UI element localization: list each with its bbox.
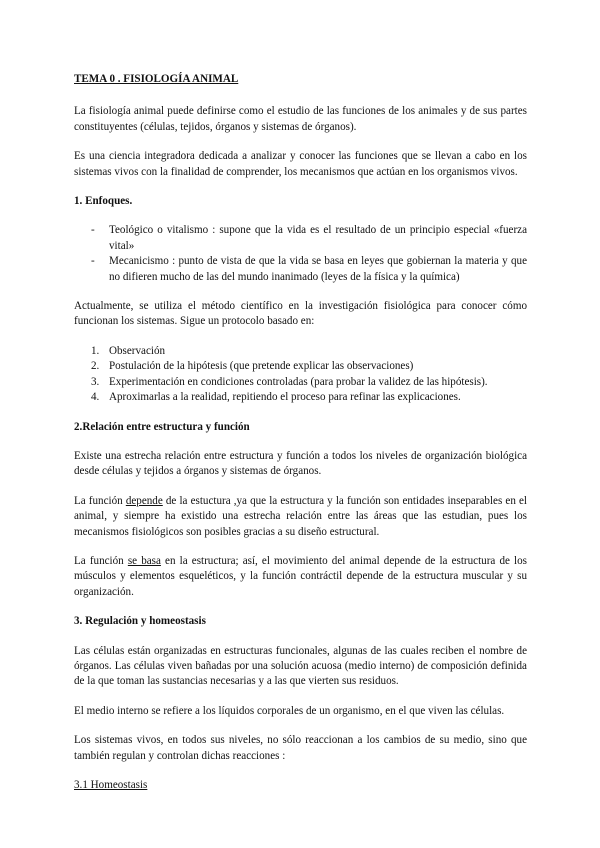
approaches-list xyxy=(74,223,527,285)
list-item xyxy=(74,344,527,359)
text-run: en la estructura; así, el movimiento del animal depende de la estructura de los músculos y elementos esqueléticos, y la función contráctil depende de la estructura muscular y su organización. xyxy=(74,554,527,598)
structure-paragraph-3 xyxy=(74,554,527,600)
step-text: Aproximarlas a la realidad, repitiendo el proceso para refinar las explicaciones. xyxy=(109,391,461,404)
text-run: La función xyxy=(74,554,128,567)
subsection-3-1-heading: 3.1 Homeostasis xyxy=(74,779,148,791)
section-1-heading: 1. Enfoques. xyxy=(74,195,133,208)
step-number: 3. xyxy=(91,375,100,388)
method-paragraph: Actualmente, se utiliza el método científico en la investigación fisiológica para conocer cómo funcionan los sistemas. Sigue un protocolo basado en: xyxy=(74,300,527,328)
section-3-heading: 3. Regulación y homeostasis xyxy=(74,615,206,628)
step-text: Postulación de la hipótesis (que pretende explicar las observaciones) xyxy=(109,360,414,373)
intro-paragraph-1: La fisiología animal puede definirse como el estudio de las funciones de los animales y de sus partes constituyentes (células, tejidos, órganos y sistemas de órganos). xyxy=(74,105,527,133)
structure-paragraph-1: Existe una estrecha relación entre estructura y función a todos los niveles de organización biológica desde células y tejidos a órganos y sistemas de órganos. xyxy=(74,449,527,478)
list-item xyxy=(74,390,527,405)
regulation-paragraph-2: El medio interno se refiere a los líquidos corporales de un organismo, en el que viven las células. xyxy=(74,704,505,717)
step-text: Experimentación en condiciones controladas (para probar la validez de las hipótesis). xyxy=(109,375,488,388)
structure-paragraph-2 xyxy=(74,494,527,540)
list-item xyxy=(74,359,527,374)
section-2-heading: 2.Relación entre estructura y función xyxy=(74,420,250,433)
step-text: Observación xyxy=(109,344,166,357)
step-number: 4. xyxy=(91,391,100,404)
step-number: 1. xyxy=(91,344,100,357)
list-item: - Mecanicismo : punto de vista de que la vida se basa en leyes que gobiernan la materia y que no difieren mucho de las del mundo inanimado (leyes de la física y la química) xyxy=(74,254,527,285)
text-run: de la estuctura ,ya que la estructura y la función son entidades inseparables en el animal, y siempre ha existido una estrecha relación entre las áreas que las estudian, pues los mecanismos fisiológicos son posibles gracias a su diseño estructural. xyxy=(74,494,527,538)
list-item xyxy=(74,375,527,390)
regulation-paragraph-3: Los sistemas vivos, en todos sus niveles, no sólo reaccionan a los cambios de su medio, sino que también regulan y controlan dichas reacciones : xyxy=(74,734,527,762)
text-run: La función xyxy=(74,494,126,507)
document-title: TEMA 0 . FISIOLOGÍA ANIMAL xyxy=(74,73,239,85)
underlined-term: se basa xyxy=(127,554,161,567)
step-number: 2. xyxy=(91,360,100,373)
method-steps-list xyxy=(74,344,527,406)
regulation-paragraph-1: Las células están organizadas en estructuras funcionales, algunas de las cuales reciben el nombre de órganos. Las células viven bañadas por una solución acuosa (medio interno) de composición definida de la que toman las sustancias necesarias y a las que vierten sus residuos. xyxy=(74,644,527,688)
underlined-term: depende xyxy=(125,494,163,507)
list-item: - Teológico o vitalismo : supone que la vida es el resultado de un principio especial «fuerza vital» xyxy=(74,223,527,254)
intro-paragraph-2: Es una ciencia integradora dedicada a analizar y conocer las funciones que se llevan a cabo en los sistemas vivos con la finalidad de comprender, los mecanismos que actúan en los organismos vivos. xyxy=(74,150,527,178)
